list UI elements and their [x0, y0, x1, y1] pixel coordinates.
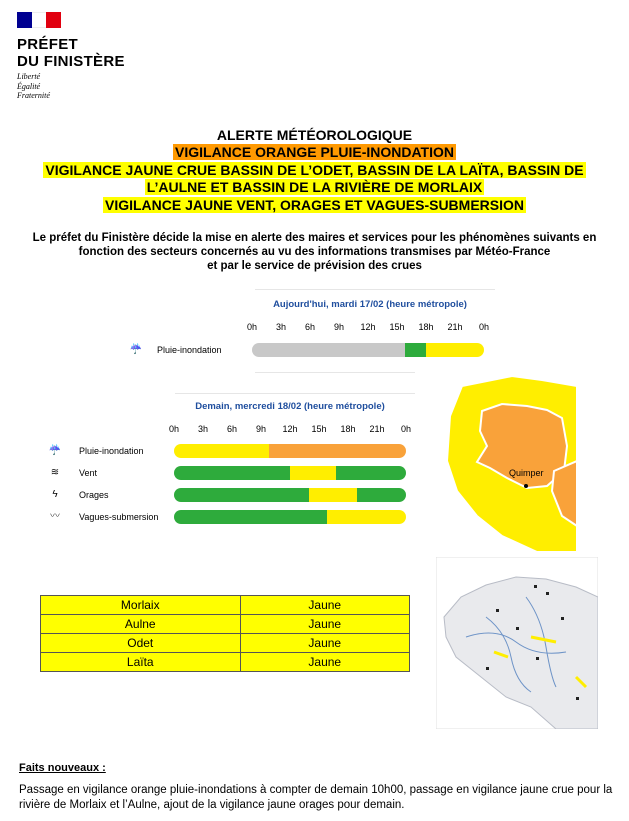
vigilance-yellow-crue-line2: L’AULNE ET BASSIN DE LA RIVIÈRE DE MORLAIX — [146, 179, 483, 195]
prefet-line1: PRÉFET — [17, 36, 78, 53]
today-bar-0 — [252, 343, 484, 357]
table-row — [41, 615, 410, 634]
today-tick-2: 6h — [304, 322, 315, 332]
today-bar-0-segment-1 — [405, 343, 426, 357]
today-tick-5: 15h — [389, 322, 405, 332]
today-bar-0-segment-0 — [252, 343, 405, 357]
today-tick-6: 18h — [418, 322, 434, 332]
prefecture-name — [17, 36, 125, 70]
today-title: Aujourd'hui, mardi 17/02 (heure métropole) — [273, 299, 467, 310]
tomorrow-tick-8: 0h — [400, 424, 411, 434]
tomorrow-bar-2 — [174, 488, 406, 502]
river-level: Jaune — [240, 634, 410, 653]
tomorrow-bar-2-segment-2 — [357, 488, 406, 502]
today-tick-7: 21h — [447, 322, 463, 332]
today-bar-0-segment-2 — [426, 343, 484, 357]
today-tick-4: 12h — [360, 322, 376, 332]
intro-line2: fonction des secteurs concernés au vu des informations transmises par Météo-France — [78, 246, 551, 258]
wave-icon: 〰 — [50, 511, 60, 522]
river-level: Jaune — [240, 596, 410, 615]
tomorrow-tick-0: 0h — [168, 424, 179, 434]
tomorrow-row-label-1: Vent — [79, 468, 98, 478]
tomorrow-bar-0 — [174, 444, 406, 458]
marianne-flag-logo — [17, 12, 61, 28]
today-tick-0: 0h — [246, 322, 257, 332]
today-row-label-0: Pluie-inondation — [157, 345, 222, 355]
tomorrow-tick-4: 12h — [282, 424, 298, 434]
vigilance-yellow-other: VIGILANCE JAUNE VENT, ORAGES ET VAGUES-SUBMERSION — [104, 197, 524, 213]
tomorrow-title: Demain, mercredi 18/02 (heure métropole) — [195, 401, 385, 412]
tomorrow-tick-7: 21h — [369, 424, 385, 434]
today-divider — [255, 289, 495, 290]
tomorrow-tick-1: 3h — [197, 424, 208, 434]
alert-title: ALERTE MÉTÉOROLOGIQUE — [216, 127, 413, 143]
tomorrow-row-label-0: Pluie-inondation — [79, 446, 144, 456]
today-tick-8: 0h — [478, 322, 489, 332]
vigilance-yellow-crue-line1: VIGILANCE JAUNE CRUE BASSIN DE L’ODET, BASSIN DE LA LAÏTA, BASSIN DE — [45, 162, 584, 178]
table-row — [41, 634, 410, 653]
table-row — [41, 653, 410, 672]
rivers-vigilance-table — [40, 595, 410, 672]
tomorrow-row-label-2: Orages — [79, 490, 109, 500]
tomorrow-row-label-3: Vagues-submersion — [79, 512, 159, 522]
table-row — [41, 596, 410, 615]
intro-line3: et par le service de prévision des crues — [207, 260, 422, 272]
today-tick-1: 3h — [275, 322, 286, 332]
today-bottom-divider — [255, 372, 415, 373]
intro-line1: Le préfet du Finistère décide la mise en alerte des maires et services pour les phénomènes suivants en — [32, 232, 597, 244]
motto-fraternite: Fraternité — [17, 91, 50, 100]
tomorrow-bar-0-segment-0 — [174, 444, 269, 458]
tomorrow-bar-3-segment-1 — [327, 510, 406, 524]
prefet-line2: DU FINISTÈRE — [17, 53, 125, 70]
tomorrow-tick-5: 15h — [311, 424, 327, 434]
storm-icon: ϟ — [52, 489, 58, 500]
tomorrow-tick-6: 18h — [340, 424, 356, 434]
map-city-label: Quimper — [509, 468, 544, 478]
vigilance-orange-title: VIGILANCE ORANGE PLUIE-INONDATION — [175, 144, 454, 160]
river-name: Morlaix — [41, 596, 241, 615]
tomorrow-bar-3-segment-0 — [174, 510, 327, 524]
rain-flood-icon: ☔ — [129, 344, 143, 355]
river-level: Jaune — [240, 615, 410, 634]
tomorrow-bar-1-segment-0 — [174, 466, 290, 480]
tomorrow-bar-0-segment-1 — [269, 444, 406, 458]
faits-nouveaux-text: Passage en vigilance orange pluie-inondations à compter de demain 10h00, passage en vigilance jaune crue pour la rivière de Morlaix et l’Aulne, ajout de la vigilance jaune orages pour demain. — [19, 784, 613, 811]
faits-nouveaux-title: Faits nouveaux : — [19, 762, 106, 774]
today-tick-3: 9h — [333, 322, 344, 332]
tomorrow-bar-2-segment-0 — [174, 488, 309, 502]
brittany-hydrography-map — [436, 557, 598, 729]
tomorrow-bar-1 — [174, 466, 406, 480]
motto-liberte: Liberté — [17, 72, 41, 81]
tomorrow-bar-3 — [174, 510, 406, 524]
tomorrow-tick-3: 9h — [255, 424, 266, 434]
republic-motto — [17, 72, 50, 101]
rain-flood-icon: ☔ — [48, 445, 62, 456]
river-name: Laïta — [41, 653, 241, 672]
river-level: Jaune — [240, 653, 410, 672]
tomorrow-tick-2: 6h — [226, 424, 237, 434]
tomorrow-bar-2-segment-1 — [309, 488, 358, 502]
motto-egalite: Égalité — [17, 81, 41, 91]
finistere-vigilance-map — [442, 376, 577, 552]
wind-icon: ≋ — [50, 467, 60, 478]
tomorrow-bar-1-segment-1 — [290, 466, 336, 480]
river-name: Odet — [41, 634, 241, 653]
river-name: Aulne — [41, 615, 241, 634]
tomorrow-divider — [175, 393, 415, 394]
tomorrow-bar-1-segment-2 — [336, 466, 406, 480]
